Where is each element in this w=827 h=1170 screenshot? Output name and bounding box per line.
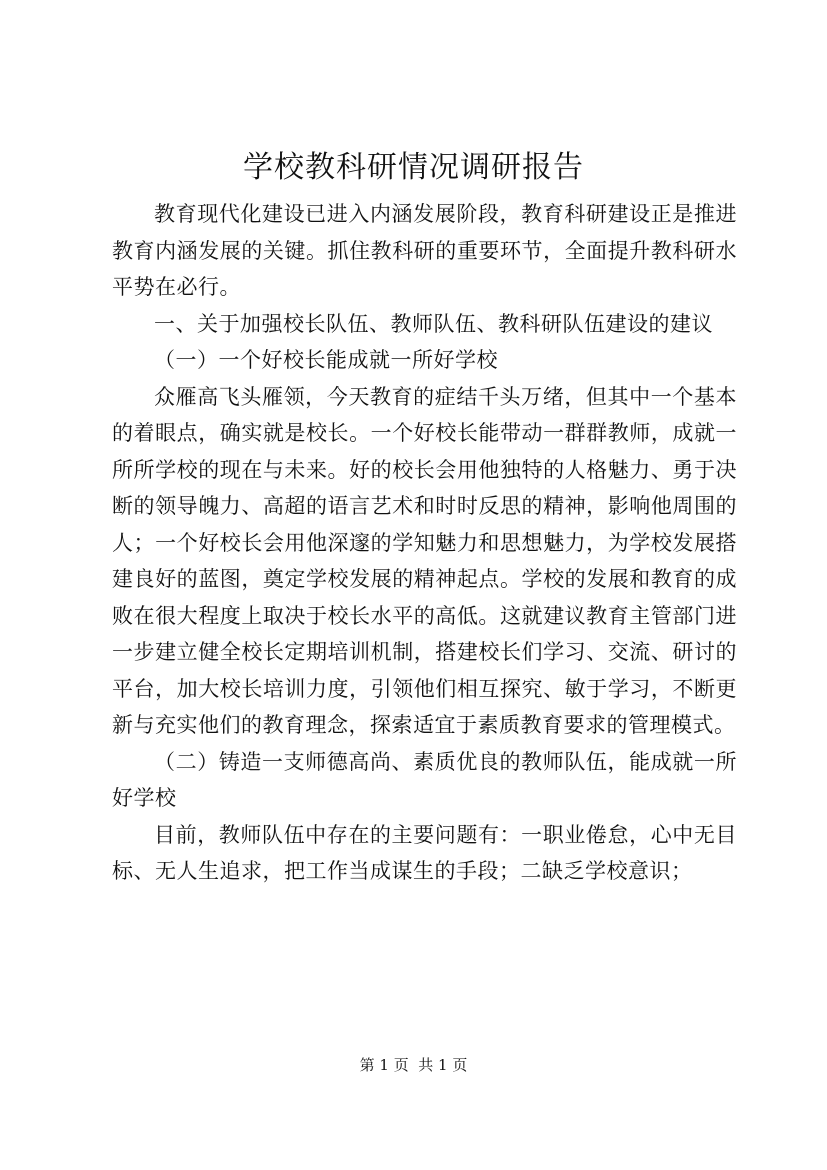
section-heading-1: 一、关于加强校长队伍、教师队伍、教科研队伍建设的建议 xyxy=(154,311,713,336)
body-paragraph-principal: 众雁高飞头雁领，今天教育的症结千头万绪，但其中一个基本的着眼点，确实就是校长。一个好校长能带动一群群教师，成就一所所学校的现在与未来。好的校长会用他独特的人格魅力、勇于决断的领导魄力、高超的语言艺术和时时反思的精神，影响他周围的人；一个好校长会用他深邃的学知魅力和思想魅力，为学校发展搭建良好的蓝图，奠定学校发展的精神起点。学校的发展和教育的成败在很大程度上取决于校长水平的高低。这就建议教育主管部门进一步建立健全校长定期培训机制，搭建校长们学习、交流、研讨的平台，加大校长培训力度，引领他们相互探究、敏于学习，不断更新与充实他们的教育理念，探索适宜于素质教育要求的管理模式。 xyxy=(112,384,737,737)
subsection-heading-1: （一）一个好校长能成就一所好学校 xyxy=(154,348,498,372)
body-paragraph-teachers: 目前，教师队伍中存在的主要问题有：一职业倦怠，心中无目标、无人生追求，把工作当成谋生的手段；二缺乏学校意识； xyxy=(112,822,737,883)
intro-paragraph: 教育现代化建设已进入内涵发展阶段，教育科研建设正是推进教育内涵发展的关键。抓住教科研的重要环节，全面提升教科研水平势在必行。 xyxy=(112,202,737,299)
document-body xyxy=(112,196,737,890)
page-footer xyxy=(0,1055,827,1075)
page-number-label: 第 1 页 共 1 页 xyxy=(359,1056,468,1074)
subsection-heading-2: （二）铸造一支师德高尚、素质优良的教师队伍，能成就一所好学校 xyxy=(112,749,737,810)
document-title: 学校教科研情况调研报告 xyxy=(243,150,584,185)
